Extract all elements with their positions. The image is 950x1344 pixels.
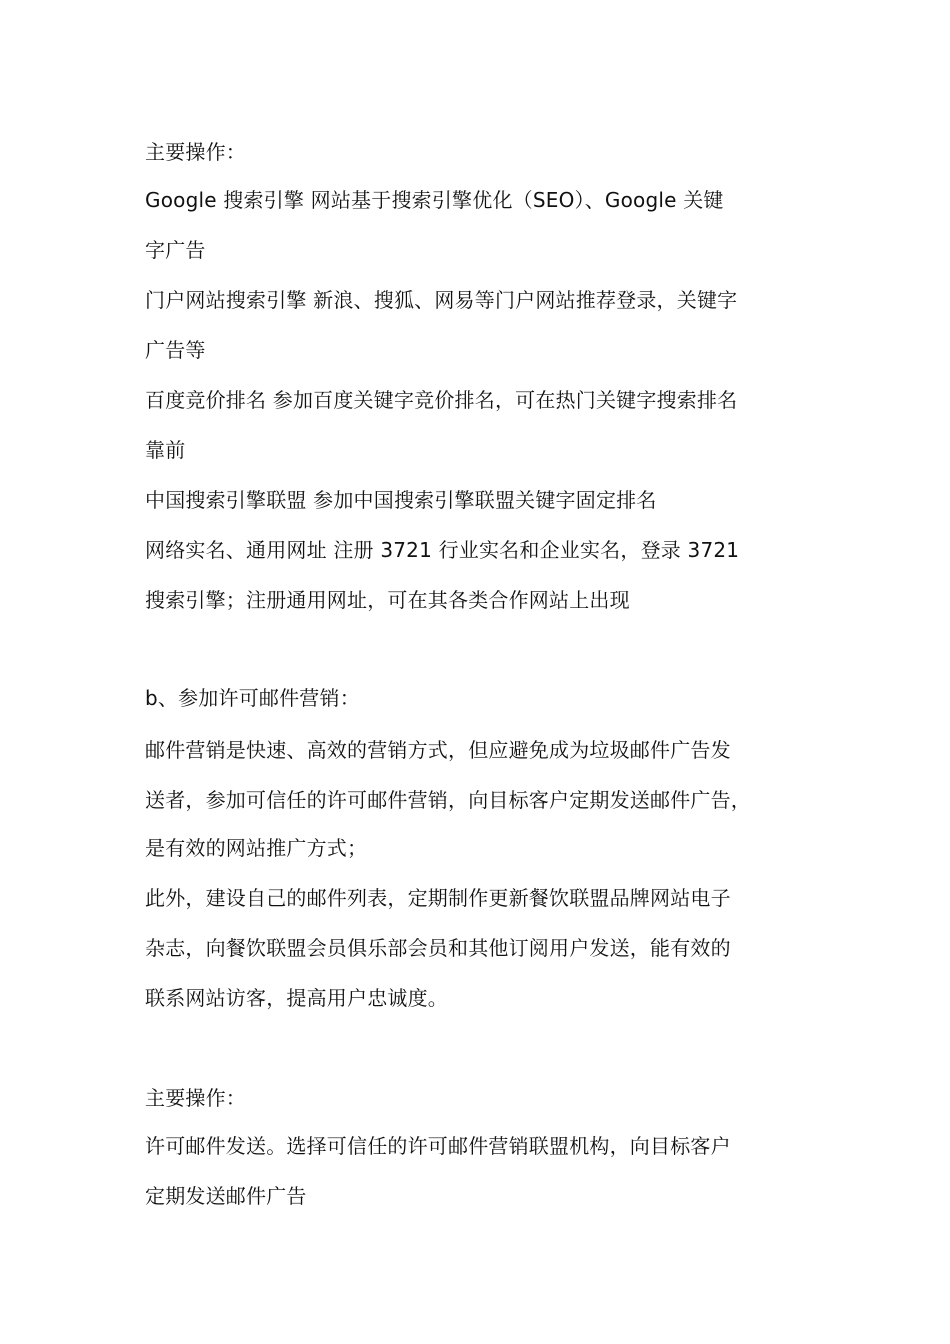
paragraph-line: 百度竞价排名 参加百度关键字竞价排名，可在热门关键字搜索排名 <box>145 388 738 412</box>
paragraph-line: 联系网站访客，提高用户忠诚度。 <box>145 986 448 1010</box>
paragraph-line: Google 搜索引擎 网站基于搜索引擎优化（SEO）、Google 关键 <box>145 188 724 212</box>
paragraph-line: 杂志，向餐饮联盟会员俱乐部会员和其他订阅用户发送，能有效的 <box>145 936 731 960</box>
section-heading-main-operations: 主要操作： <box>145 140 246 164</box>
paragraph-line: 靠前 <box>145 438 186 462</box>
section-heading-main-operations: 主要操作： <box>145 1086 246 1110</box>
paragraph-line: 网络实名、通用网址 注册 3721 行业实名和企业实名，登录 3721 <box>145 538 740 562</box>
paragraph-line: 中国搜索引擎联盟 参加中国搜索引擎联盟关键字固定排名 <box>145 488 657 512</box>
section-heading-permission-email: b、参加许可邮件营销： <box>145 686 360 710</box>
paragraph-line: 是有效的网站推广方式； <box>145 836 368 860</box>
paragraph-line: 字广告 <box>145 238 206 262</box>
paragraph-line: 广告等 <box>145 338 206 362</box>
paragraph-line: 许可邮件发送。选择可信任的许可邮件营销联盟机构，向目标客户 <box>145 1134 731 1158</box>
paragraph-line: 门户网站搜索引擎 新浪、搜狐、网易等门户网站推荐登录，关键字 <box>145 288 738 312</box>
paragraph-line: 邮件营销是快速、高效的营销方式，但应避免成为垃圾邮件广告发 <box>145 738 731 762</box>
paragraph-line: 定期发送邮件广告 <box>145 1184 307 1208</box>
paragraph-line: 送者，参加可信任的许可邮件营销，向目标客户定期发送邮件广告， <box>145 788 751 812</box>
paragraph-line: 此外，建设自己的邮件列表，定期制作更新餐饮联盟品牌网站电子 <box>145 886 731 910</box>
paragraph-line: 搜索引擎；注册通用网址，可在其各类合作网站上出现 <box>145 588 630 612</box>
